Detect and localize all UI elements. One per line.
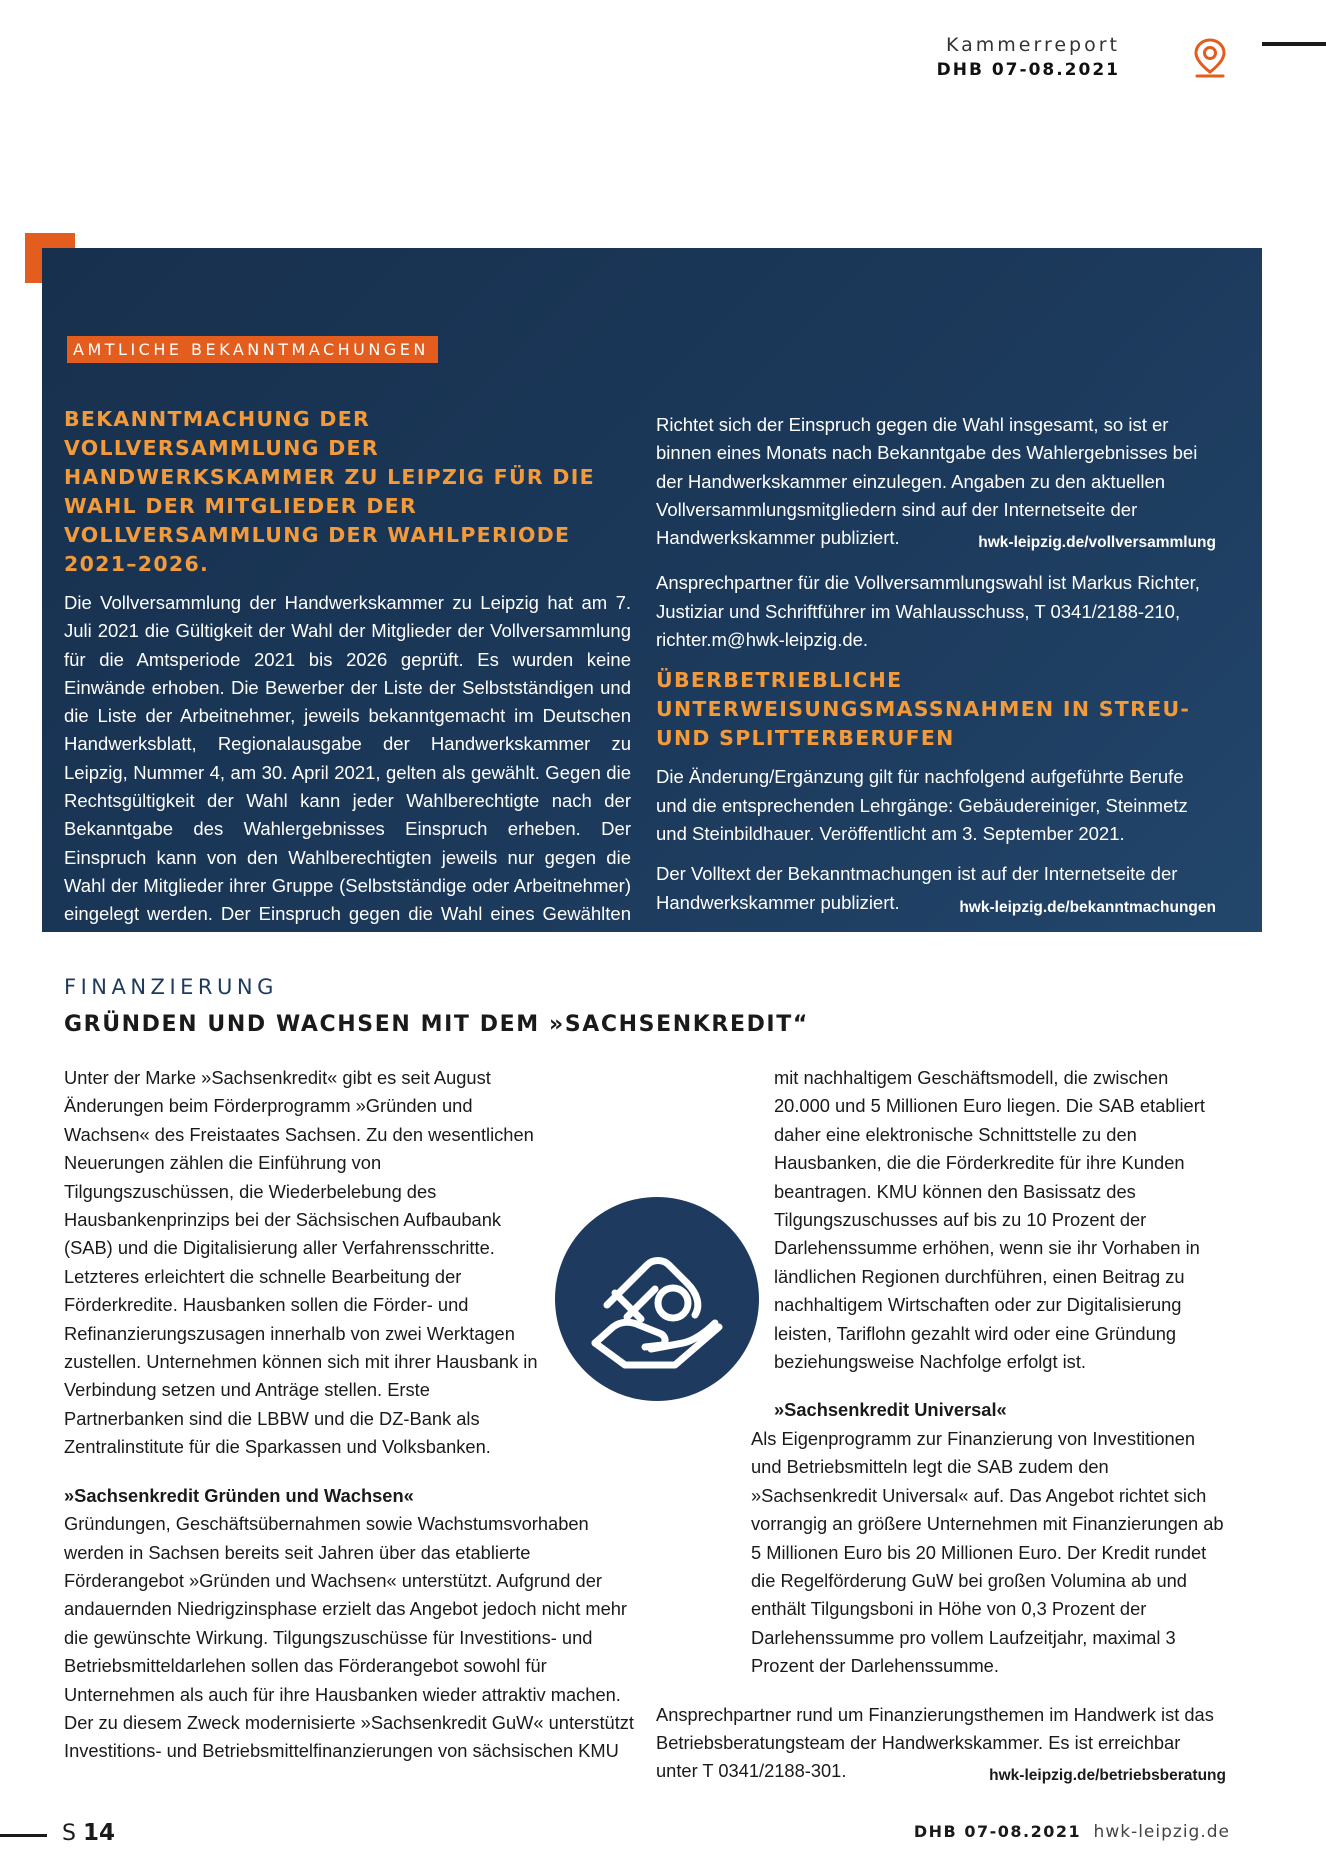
header-issue: DHB 07-08.2021	[936, 60, 1120, 80]
notice-subhead: ÜBERBETRIEBLICHE UNTERWEISUNGSMASSNAHMEN IN STREU- UND SPLITTERBERUFEN	[656, 668, 1191, 751]
header-rule	[1262, 42, 1326, 46]
location-pin-icon	[1191, 36, 1229, 80]
notice-right-para3: Die Änderung/Ergänzung gilt für nachfolgend aufgeführte Berufe und die entsprechenden Lehrgänge: Gebäudereiniger, Steinmetz und Steinbildhauer. Veröffentlicht am 3. September 2021.	[656, 766, 1188, 844]
article-left-subhead: »Sachsenkredit Gründen und Wachsen«	[64, 1484, 414, 1506]
notice-headline: BEKANNTMACHUNG DER VOLLVERSAMMLUNG DER HANDWERKSKAMMER ZU LEIPZIG FÜR DIE WAHL DER MITGLIEDER DER VOLLVERSAMMLUNG DER WAHLPERIODE 2021–2026.	[64, 407, 595, 576]
article-right-para1: mit nachhaltigem Geschäftsmodell, die zwischen 20.000 und 5 Millionen Euro liegen. Die SAB etabliert daher eine elektronische Schnittstelle zu den Hausbanken, die die Förderkredite für ihre Kunden beantragen. KMU können den Basissatz des Tilgungszuschusses auf bis zu 10 Prozent der Darlehenssumme erhöhen, wenn sie ihr Vorhaben in ländlichen Regionen durchführen, einen Beitrag zu nachhaltigem Wirtschaften oder zur Digitalisierung leisten, Tariflohn gezahlt wird oder eine Gründung beziehungsweise Nachfolge erfolgt ist.	[774, 1067, 1205, 1373]
article-left-para1: Unter der Marke »Sachsenkredit« gibt es seit August Änderungen beim Förderprogramm »Gründen und Wachsen« des Freistaates Sachsen. Zu den wesentlichen Neuerungen zählen die Einführung von Tilgungszuschüssen, die Wiederbelebung des Hausbankenprinzips bei der Sächsischen Aufbaubank (SAB) und die Digitalisierung aller Verfahrensschritte. Letzteres erleichtert die schnelle Bearbeitung der Förderkredite. Hausbanken sollen die Förder- und Refinanzierungszusagen innerhalb von zwei Werktagen zustellen. Unternehmen können sich mit ihrer Hausbank in Verbindung setzen und Anträge stellen. Erste Partnerbanken sind die LBBW und die DZ-Bank als Zentralinstitute für die Sparkassen und Volksbanken.	[64, 1067, 538, 1458]
article-right-para2: Als Eigenprogramm zur Finanzierung von Investitionen und Betriebsmitteln legt die SAB zudem den »Sachsenkredit Universal« auf. Das Angebot richtet sich vorrangig an größere Unternehmen mit Finanzierungen ab 5 Millionen Euro bis 20 Millionen Euro. Der Kredit rundet die Regelförderung GuW bei großen Volumina ab und enthält Tilgungsboni in Höhe von 0,3 Prozent der Darlehenssumme pro vollem Laufzeitjahr, maximal 3 Prozent der Darlehenssumme.	[751, 1427, 1224, 1677]
footer-right	[914, 1822, 1230, 1842]
notice-right-para4: Der Volltext der Bekanntmachungen ist auf der Internetseite der Handwerkskammer publiziert. hwk-leipzig.de/bekanntmachungen	[656, 860, 1216, 917]
article-right-subhead: »Sachsenkredit Universal«	[774, 1399, 1007, 1421]
footer-url[interactable]: hwk-leipzig.de	[1093, 1822, 1230, 1842]
article-right-column	[656, 1064, 1226, 1791]
hand-giving-coins-icon	[555, 1197, 759, 1401]
header-section-title: Kammerreport	[946, 34, 1120, 56]
notice-right-column	[656, 411, 1216, 922]
notice-left-column	[64, 405, 631, 985]
footer-issue: DHB 07-08.2021	[913, 1822, 1082, 1841]
footer-rule	[0, 1834, 47, 1837]
link-betriebsberatung[interactable]: hwk-leipzig.de/betriebsberatung	[989, 1767, 1226, 1785]
notice-kicker: AMTLICHE BEKANNTMACHUNGEN	[67, 336, 438, 363]
link-bekanntmachungen[interactable]: hwk-leipzig.de/bekanntmachungen	[959, 898, 1216, 916]
page-number: S 14	[62, 1820, 115, 1846]
article-headline: GRÜNDEN UND WACHSEN MIT DEM »SACHSENKREDIT“	[64, 1012, 809, 1037]
article-left-column	[64, 1064, 634, 1766]
article-left-para2: Gründungen, Geschäftsübernahmen sowie Wachstumsvorhaben werden in Sachsen bereits seit Jahren über das etablierte Förderangebot »Gründen und Wachsen« unterstützt. Aufgrund der andauernden Niedrigzinsphase erzielt das Angebot jedoch nicht mehr die gewünschte Wirkung. Tilgungszuschüsse für Investitions- und Betriebsmitteldarlehen sollen das Förderangebot sowohl für Unternehmen als auch für ihre Hausbanken wieder attraktiv machen. Der zu diesem Zweck modernisierte »Sachsenkredit GuW« unterstützt Investitions- und Betriebsmittelfinanzierungen von sächsischen KMU	[64, 1513, 634, 1762]
article-right-para3: Ansprechpartner rund um Finanzierungsthemen im Handwerk ist das Betriebsberatungsteam der Handwerkskammer. Es ist erreichbar unter T 0341/2188-301. hwk-leipzig.de/betriebsberatung	[656, 1701, 1226, 1786]
notice-right-para1: Richtet sich der Einspruch gegen die Wahl insgesamt, so ist er binnen eines Monats nach Bekanntgabe des Wahlergebnisses bei der Handwerkskammer einzulegen. Angaben zu den aktuellen Vollversammlungsmitgliedern sind auf der Internetseite der Handwerkskammer publiziert. hwk-leipzig.de/vollversammlung	[656, 411, 1216, 552]
notice-right-para2: Ansprechpartner für die Vollversammlungswahl ist Markus Richter, Justiziar und Schriftführer im Wahlausschuss, T 0341/2188-210, richter.m@hwk-leipzig.de.	[656, 572, 1200, 651]
notice-left-body: Die Vollversammlung der Handwerkskammer zu Leipzig hat am 7. Juli 2021 die Gültigkeit der Wahl der Mitglieder der Vollversammlung für die Amtsperiode 2021 bis 2026 geprüft. Es wurden keine Einwände erhoben. Die Bewerber der Liste der Selbstständigen und die Liste der Arbeitnehmer, jeweils bekanntgemacht im Deutschen Handwerksblatt, Regionalausgabe der Handwerkskammer zu Leipzig, Nummer 4, am 30. April 2021, gelten als gewählt. Gegen die Rechtsgültigkeit der Wahl kann jeder Wahlberechtigte nach der Bekanntgabe des Wahlergebnisses Einspruch erheben. Der Einspruch kann von den Wahlberechtigten jeweils nur gegen die Wahl der Mitglieder ihrer Gruppe (Selbstständige oder Arbeitnehmer) eingelegt werden. Der Einspruch gegen die Wahl eines Gewählten kann nur auf eine Verletzung der Vorschriften der §§ 96 bis 99 Handwerksordnung gestützt werden.	[64, 592, 631, 981]
hand-coins-illustration	[555, 1197, 759, 1401]
article-kicker: FINANZIERUNG	[64, 975, 278, 999]
link-vollversammlung[interactable]: hwk-leipzig.de/vollversammlung	[978, 534, 1216, 552]
